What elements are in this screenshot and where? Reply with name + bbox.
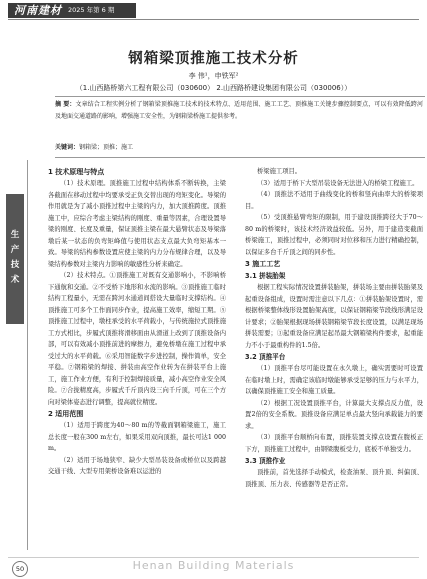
body-paragraph: （2）技术特点。①顶推施工对既有交通影响小，不影响桥下通航和交通。②不受桥下地形和水流的影响。③顶推施工临时结构工程量小，无需在跨河水通道间搭设大量临时支撑结构。④顶推施工可多个工作面同步作业，提高施工效率，缩短工期。⑤顶推施工过程中，墩柱承受的水平荷载小，与传统施拉式顶推施工方式相比，步履式顶推将滑移面由从滑道上改到了顶推设备内部，可以有效减小顶推前进的摩擦力，避免桥墩在施工过程中承受过大的水平荷载。⑥采用智能数字步进控制，操作简单，安全平稳。⑦钢箱梁的焊接、拼装由高空作业转为在拼装平台上施工，施工作业方便，有利于控制焊接质量，减小高空作业安全风险。⑦合拢精度高，步履式千斤顶内设三向千斤顶，可在三个方向对梁体姿态进行调整，提高就位精度。 (48, 272, 226, 406)
side-char: 生 (10, 230, 20, 240)
article-authors: 李 伟¹，申铁军² (188, 72, 239, 80)
journal-logo: 河南建材 (14, 4, 62, 17)
article-affiliations: （1.山西路桥第六工程有限公司（030600） 2.山西路桥建设集团有限公司（030006）） (75, 84, 352, 92)
section-side-label (6, 194, 24, 324)
header-divider (8, 19, 419, 20)
side-char: 术 (10, 275, 20, 285)
keywords (55, 143, 423, 153)
left-column (48, 166, 226, 478)
keywords-text: 钢箱梁；顶推；施工 (79, 144, 134, 151)
page-number: 50 (12, 561, 28, 577)
abstract-top-rule (55, 96, 425, 97)
issue-label: 2025 年第 6 期 (68, 6, 115, 14)
section-heading: 3.3 顶推作业 (245, 457, 286, 465)
body-paragraph: 桥梁施工项目。 (257, 168, 302, 175)
body-paragraph: （2）根据工况设置顶推平台，计算最大支撑点反力值，设置2倍的安全系数。顶推设备应满足单点最大竖向承载能力的要求。 (245, 399, 423, 430)
footer-rule (8, 557, 419, 558)
body-paragraph: （3）适用于桥下大型吊装设备无法进入的桥梁工程施工。 (257, 179, 419, 187)
side-char: 产 (10, 245, 20, 255)
body-paragraph: （1）适用于跨度为40～80 m的等截面钢箱梁施工，施工总长度一般在300 m左右，如果采用双向顶推，最长可达1 000 m。 (48, 422, 226, 452)
section-heading: 3 施工工艺 (245, 260, 281, 268)
section-heading: 2 适用范围 (48, 410, 84, 418)
body-paragraph: （1）技术原理。顶推施工过程中结构体系不断转换，主梁各截面在移动过程中均要承受正负交替出现的弯矩变化。导梁的作用就是为了减小顶推过程中主梁的内力，加大顶推跨度。顶推施工中，应综合考虑主梁结构的刚度、重量等因素，合理设置导梁的刚度、长度及重量，保证顶推主梁在最大悬臂状态及导梁落墩后某一状态的负弯矩峰值与使用状态支点最大负弯矩基本一致。导梁的结构参数设置应使主梁的内力分布规律合理，以及导梁结构参数对主梁内力影响的敏感性分析来确定。 (48, 180, 226, 268)
section-heading: 3.1 拼装胎架 (245, 272, 286, 280)
keywords-label: 关键词： (55, 144, 80, 151)
side-char: 技 (10, 260, 20, 270)
body-paragraph: （3）顶推平台顺桥向布置，顶推装置支撑点设置在腹板正下方，顶推施工过程中，由钢梁腹板受力，底板不单独受力。 (245, 434, 423, 453)
abstract-bottom-rule (55, 157, 425, 158)
body-paragraph: （2）适用于场地狭窄、缺少大型吊装设备或桥位以及跨越交通干线、大型专用架桥设备难以运进的 (48, 456, 226, 475)
abstract-text: 文章结合工程实例分析了钢箱梁顶推施工技术的技术特点、适用范围、施工工艺、顶推施工关键步骤控制要点，可以有效降低跨河及地面交通道路的影响，增强施工安全性，为钢箱梁桥施工提供参考。 (55, 101, 423, 120)
margin-rule (27, 160, 28, 550)
section-heading: 1 技术原理与特点 (48, 168, 105, 176)
journal-footer: Henan Building Materials (132, 559, 295, 572)
body-paragraph: 顶推前，首先选择手动模式，检查油泵、顶升顶、纠偏顶、顶推顶、压力表、传感器等是否正常。 (245, 469, 423, 488)
article-title: 钢箱梁顶推施工技术分析 (128, 50, 299, 67)
body-paragraph: （5）受顶推悬臂弯矩的限制，用于建设顶推跨径大于70～80 m的桥梁时，该技术经济效益较低。另外，用于建造变截面桥梁施工，顶推过程中，必须同时对位移和压力进行精确控制，以保证多台千斤顶之间的同步性。 (245, 214, 423, 256)
body-paragraph: （4）顶推法不适用于曲线变化的桥和竖向曲率大的桥梁项目。 (245, 191, 423, 210)
abstract (55, 99, 423, 123)
right-column (245, 166, 423, 490)
body-paragraph: （1）顶推平台尽可能设置在永久墩上，确实需要时可设置在临时墩上时，需确定该临时墩能够承受足够的压力与水平力，以确保顶推施工安全和施工质量。 (245, 365, 423, 395)
section-heading: 3.2 顶推平台 (245, 353, 286, 361)
body-paragraph: 根据工程实际情况设置拼装胎架，拼装场主要由拼装胎架及起重设备组成，设置时需注意以下几点：①拼装胎架设置时，需根据桥梁整体线形设置胎架高度，以保证钢箱梁节段线形满足设计要求；②胎架根据现场拼装钢箱梁节段长度设置，以满足现场拼装需要；③起重设备应满足起吊最大钢箱梁构件要求，起重能力不小于最重构件的1.5倍。 (245, 284, 423, 349)
abstract-label: 摘 要： (55, 101, 76, 108)
